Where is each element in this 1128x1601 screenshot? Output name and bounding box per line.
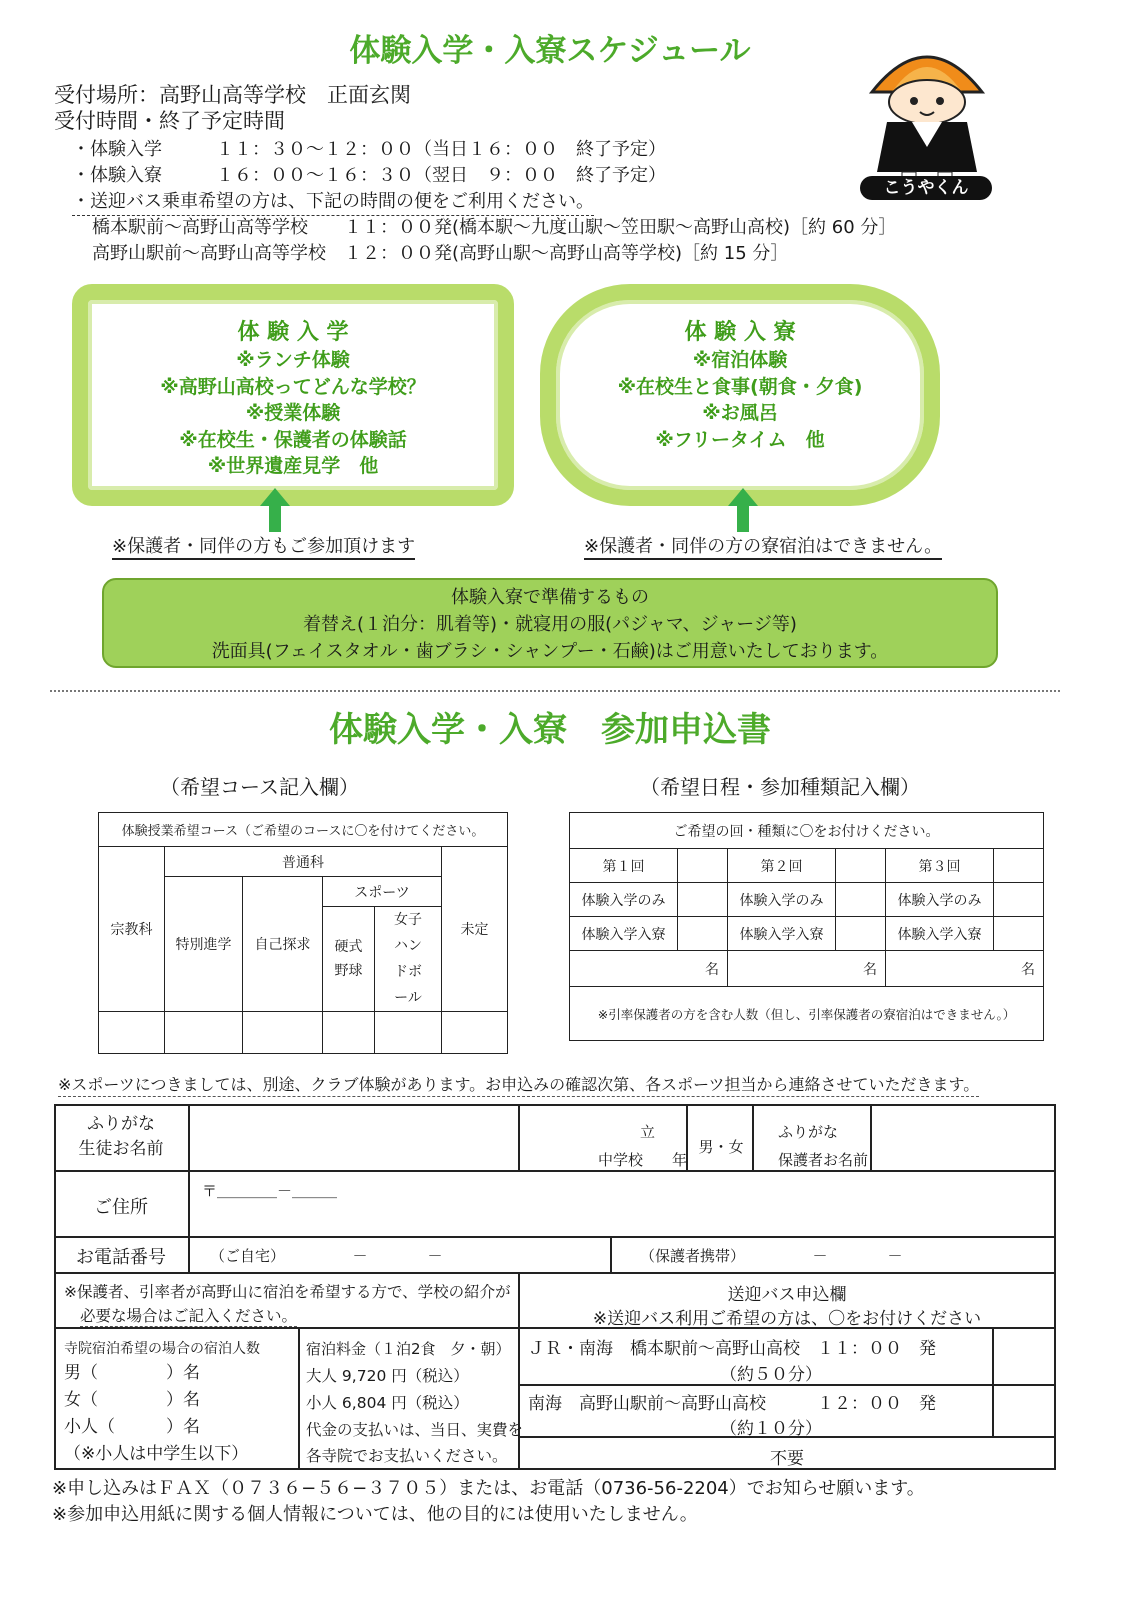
arrow-up-icon <box>260 488 290 536</box>
frame-ryou-item: ※在校生と食事(朝食・夕食) <box>617 375 863 398</box>
type-only-checkbox[interactable] <box>678 883 728 917</box>
phone-home-input[interactable]: （ご自宅） － － <box>210 1247 443 1265</box>
frame-ryou-item: ※宿泊体験 <box>692 349 788 371</box>
course-mitei[interactable]: 未定 <box>442 847 508 1012</box>
guardian-name-input[interactable] <box>874 1108 1052 1166</box>
temple-heading: 寺院宿泊希望の場合の宿泊人数 <box>64 1341 260 1357</box>
course-yakyu[interactable]: 硬式野球 <box>323 907 375 1012</box>
form-title: 体験入学・入寮 参加申込書 <box>329 710 771 750</box>
bus-option-hashimoto-checkbox[interactable] <box>996 1331 1052 1381</box>
bus-form-heading: 送迎バス申込欄 <box>727 1285 847 1305</box>
guardian-furigana-label: ふりがな <box>778 1123 839 1141</box>
count-cell[interactable]: 名 <box>886 951 1044 987</box>
bus-route-hashimoto: 橋本駅前〜高野山高等学校 １１：００発(橋本駅〜九度山駅〜笠田駅〜高野山高校)［約 60 分］ <box>92 217 897 238</box>
frame-gakkou-item: ※世界遺産見学 他 <box>207 455 379 477</box>
course-handball[interactable]: 女子ハンドボール <box>375 907 442 1012</box>
course-cell[interactable] <box>165 1012 243 1054</box>
type-both-checkbox[interactable] <box>836 917 886 951</box>
fee-heading: 宿泊料金（１泊2食 夕・朝） <box>306 1340 511 1358</box>
footer-privacy: ※参加申込用紙に関する個人情報については、他の目的には使用いたしません。 <box>52 1504 698 1525</box>
school-grade: 年 <box>672 1151 688 1169</box>
frame-gakkou-item: ※高野山高校ってどんな学校？ <box>160 375 426 398</box>
prepare-box <box>102 578 998 668</box>
reception-time: 受付時間・終了予定時間 <box>54 109 285 133</box>
course-table <box>98 812 508 1054</box>
type-only: 体験入学のみ <box>886 883 994 917</box>
prepare-line: 洗面具(フェイスタオル・歯ブラシ・シャンプー・石鹸)はご用意いたしております。 <box>211 641 889 662</box>
student-name-input[interactable] <box>192 1108 514 1166</box>
type-only: 体験入学のみ <box>728 883 836 917</box>
fee-payment: 各寺院でお支払いください。 <box>306 1447 508 1465</box>
course-shukyo[interactable]: 宗教科 <box>99 847 165 1012</box>
bus-option-koyasan-checkbox[interactable] <box>996 1388 1052 1434</box>
student-name-label <box>54 1112 188 1162</box>
type-only: 体験入学のみ <box>570 883 678 917</box>
bus-form-sub: ※送迎バス利用ご希望の方は、〇をお付けください <box>592 1309 982 1329</box>
schedule-row-gakkou: ・体験入学 １１：３０〜１２：００（当日１６：００ 終了予定） <box>72 139 666 160</box>
course-cell[interactable] <box>442 1012 508 1054</box>
frame-ryou-note: ※保護者・同伴の方の寮宿泊はできません。 <box>584 536 942 560</box>
frame-gakkou-item: ※在校生・保護者の体験話 <box>179 428 407 451</box>
course-cell[interactable] <box>99 1012 165 1054</box>
frame-ryou-item: ※お風呂 <box>702 402 778 424</box>
course-cell[interactable] <box>243 1012 323 1054</box>
round-2: 第２回 <box>728 849 836 883</box>
temple-child-note: （※小人は中学生以下） <box>64 1444 249 1464</box>
address-input[interactable]: 〒＿＿＿＿－＿＿＿ <box>202 1182 338 1200</box>
bus-route-koyasan: 高野山駅前〜高野山高等学校 １２：００発(高野山駅〜高野山高等学校)［約 15 分］ <box>92 243 789 264</box>
course-cell[interactable] <box>375 1012 442 1054</box>
round-1-checkbox[interactable] <box>678 849 728 883</box>
course-table-header: 体験授業希望コース（ご希望のコースに〇を付けてください。 <box>99 813 508 847</box>
frame-gakkou-item: ※ランチ体験 <box>236 349 350 371</box>
frame-ryou-title: 体 験 入 寮 <box>684 320 796 345</box>
count-cell[interactable]: 名 <box>728 951 886 987</box>
cut-line <box>50 690 1060 692</box>
schedule-row-ryou: ・体験入寮 １６：００〜１６：３０（翌日 ９：００ 終了予定） <box>72 165 666 186</box>
mascot-illustration <box>852 22 1002 202</box>
course-futsu: 普通科 <box>165 847 442 877</box>
bus-option-koyasan-duration: （約１０分） <box>720 1419 822 1439</box>
lodging-note: ※保護者、引率者が高野山に宿泊を希望する方で、学校の紹介が <box>64 1283 511 1301</box>
schedule-note: ※引率保護者の方を含む人数（但し、引率保護者の寮宿泊はできません。） <box>570 987 1044 1041</box>
type-only-checkbox[interactable] <box>994 883 1044 917</box>
fee-child: 小人 6,804 円（税込） <box>306 1394 469 1412</box>
schedule-title: 体験入学・入寮スケジュール <box>349 33 751 69</box>
address-label: ご住所 <box>94 1197 148 1218</box>
arrow-up-icon <box>728 488 758 536</box>
fee-adult: 大人 9,720 円（税込） <box>306 1367 469 1385</box>
type-both-checkbox[interactable] <box>994 917 1044 951</box>
bus-option-hashimoto: ＪＲ・南海 橋本駅前〜高野山高校 １１：００ 発 <box>528 1339 936 1359</box>
bus-option-none[interactable]: 不要 <box>770 1449 804 1469</box>
phone-mobile-input[interactable]: （保護者携帯） － － <box>640 1247 903 1265</box>
mascot-name-badge: こうやくん <box>860 176 992 200</box>
count-cell[interactable]: 名 <box>570 951 728 987</box>
prepare-line: 着替え(１泊分：肌着等)・就寝用の服(パジャマ、ジャージ等) <box>303 614 797 635</box>
furigana-label: ふりがな <box>87 1114 155 1134</box>
bus-option-hashimoto-duration: （約５０分） <box>720 1365 822 1385</box>
guardian-name-label: 保護者お名前 <box>778 1151 869 1169</box>
course-tokubetsu[interactable]: 特別進学 <box>165 877 243 1012</box>
temple-male-input[interactable]: 男（ ）名 <box>64 1363 200 1383</box>
type-both-checkbox[interactable] <box>678 917 728 951</box>
student-name-text: 生徒お名前 <box>78 1139 164 1159</box>
type-both: 体験入学入寮 <box>728 917 836 951</box>
bus-note: ・送迎バス乗車希望の方は、下記の時間の便をご利用ください。 <box>72 189 594 216</box>
schedule-table-header: ご希望の回・種類に〇をお付けください。 <box>570 813 1044 849</box>
sports-note: ※スポーツにつきましては、別途、クラブ体験があります。お申込みの確認次第、各スポーツ担当から連絡させていただきます。 <box>58 1074 979 1097</box>
round-3: 第３回 <box>886 849 994 883</box>
round-3-checkbox[interactable] <box>994 849 1044 883</box>
reception-place: 受付場所：高野山高等学校 正面玄関 <box>54 83 411 107</box>
gender-select[interactable]: 男・女 <box>698 1138 744 1156</box>
temple-child-input[interactable]: 小人（ ）名 <box>64 1417 200 1437</box>
frame-gakkou-items <box>72 347 514 480</box>
footer-contact: ※申し込みはＦＡＸ（０７３６−５６−３７０５）または、お電話（0736-56-2204）でお知らせ願います。 <box>52 1478 925 1499</box>
frame-gakkou-note: ※保護者・同伴の方もご参加頂けます <box>112 536 415 560</box>
school-chugaku: 中学校 <box>598 1151 644 1169</box>
course-heading: （希望コース記入欄） <box>160 775 359 799</box>
frame-ryou-items <box>540 347 940 453</box>
type-both: 体験入学入寮 <box>886 917 994 951</box>
round-1: 第１回 <box>570 849 678 883</box>
course-sports: スポーツ <box>323 877 442 907</box>
frame-ryou-item: ※フリータイム 他 <box>655 428 825 451</box>
bus-option-koyasan: 南海 高野山駅前〜高野山高校 １２：００ 発 <box>528 1394 936 1414</box>
lodging-note: 必要な場合はご記入ください。 <box>80 1304 297 1327</box>
round-2-checkbox[interactable] <box>836 849 886 883</box>
schedule-table <box>569 812 1044 1041</box>
schedule-heading: （希望日程・参加種類記入欄） <box>640 775 920 799</box>
course-cell[interactable] <box>323 1012 375 1054</box>
school-ritsu: 立 <box>640 1123 656 1141</box>
type-both: 体験入学入寮 <box>570 917 678 951</box>
temple-female-input[interactable]: 女（ ）名 <box>64 1390 200 1410</box>
prepare-title: 体験入寮で準備するもの <box>451 587 649 608</box>
type-only-checkbox[interactable] <box>836 883 886 917</box>
frame-gakkou-item: ※授業体験 <box>245 402 341 424</box>
frame-gakkou-title: 体 験 入 学 <box>237 320 349 345</box>
phone-label: お電話番号 <box>76 1247 166 1268</box>
fee-payment: 代金の支払いは、当日、実費を <box>306 1421 524 1439</box>
course-jiko[interactable]: 自己探求 <box>243 877 323 1012</box>
